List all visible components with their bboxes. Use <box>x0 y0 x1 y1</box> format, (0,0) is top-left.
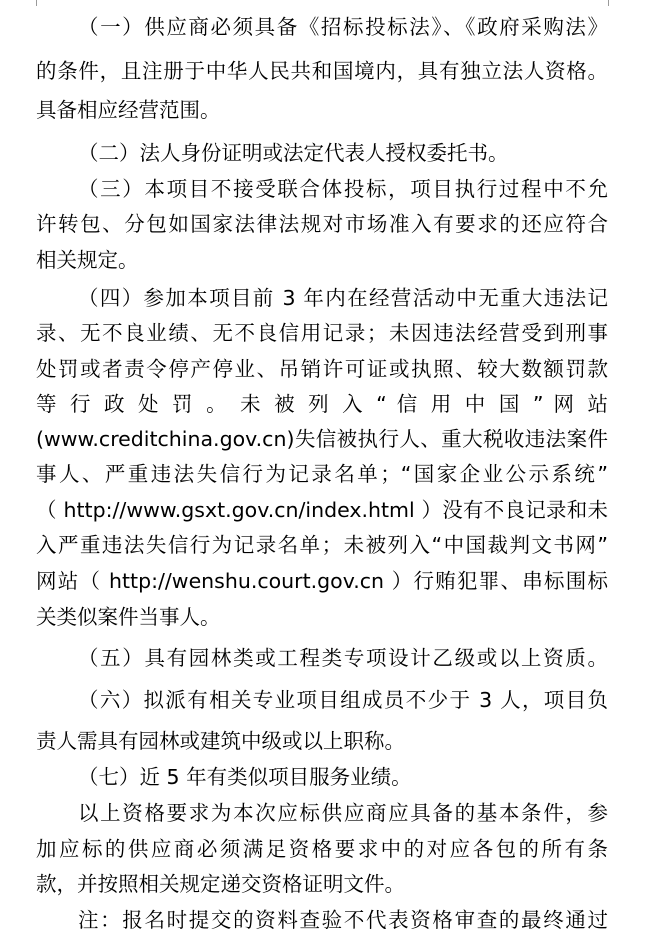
clause-1-line-2: 的条件，且注册于中华人民共和国境内，具有独立法人资格。 <box>36 59 608 83</box>
clause-6-line-2: 责人需具有园林或建筑中级或以上职称。 <box>36 729 405 753</box>
clause-4-line-4: 等 行 政 处 罚 。 未 被 列 入 “ 信 用 中 国 ” 网 站 <box>36 392 608 416</box>
margin-mark-left <box>36 0 37 6</box>
clause-4-line-9: 网站（ http://wenshu.court.gov.cn ）行贿犯罪、串标围标 <box>36 569 608 593</box>
clause-5-line-1: （五）具有园林类或工程类专项设计乙级或以上资质。 <box>78 646 608 670</box>
clause-4-line-10: 关类似案件当事人。 <box>36 605 221 629</box>
note-line-1: 注：报名时提交的资料查验不代表资格审查的最终通过 <box>78 908 608 932</box>
clause-4-line-7: （ http://www.gsxt.gov.cn/index.html ）没有不良记录和未 <box>36 498 608 522</box>
clause-3-line-3: 相关规定。 <box>36 248 139 272</box>
clause-7-line-1: （七）近 5 年有类似项目服务业绩。 <box>78 765 412 789</box>
summary-line-2: 加应标的供应商必须满足资格要求中的对应各包的所有条 <box>36 837 608 861</box>
clause-4-line-1: （四）参加本项目前 3 年内在经营活动中无重大违法记 <box>78 286 608 310</box>
clause-4-line-5: (www.creditchina.gov.cn)失信被执行人、重大税收违法案件 <box>36 427 608 451</box>
clause-1-line-1: （一）供应商必须具备《招标投标法》、《政府采购法》 <box>78 15 608 39</box>
clause-2-line-1: （二）法人身份证明或法定代表人授权委托书。 <box>78 141 509 165</box>
clause-4-line-3: 处罚或者责令停产停业、吊销许可证或执照、较大数额罚款 <box>36 357 608 381</box>
clause-6-line-1: （六）拟派有相关专业项目组成员不少于 3 人，项目负 <box>78 688 608 712</box>
summary-line-3: 款，并按照相关规定递交资格证明文件。 <box>36 872 405 896</box>
clause-3-line-1: （三）本项目不接受联合体投标，项目执行过程中不允 <box>78 177 608 201</box>
summary-line-1: 以上资格要求为本次应标供应商应具备的基本条件，参 <box>78 801 608 825</box>
clause-1-line-3: 具备相应经营范围。 <box>36 98 221 122</box>
clause-3-line-2: 许转包、分包如国家法律法规对市场准入有要求的还应符合 <box>36 212 608 236</box>
clause-4-line-8: 入严重违法失信行为记录名单；未被列入“中国裁判文书网” <box>36 533 608 557</box>
clause-4-line-2: 录、无不良业绩、无不良信用记录；未因违法经营受到刑事 <box>36 321 608 345</box>
clause-4-line-6: 事人、严重违法失信行为记录名单；“国家企业公示系统” <box>36 462 608 486</box>
margin-mark-right <box>608 0 609 6</box>
